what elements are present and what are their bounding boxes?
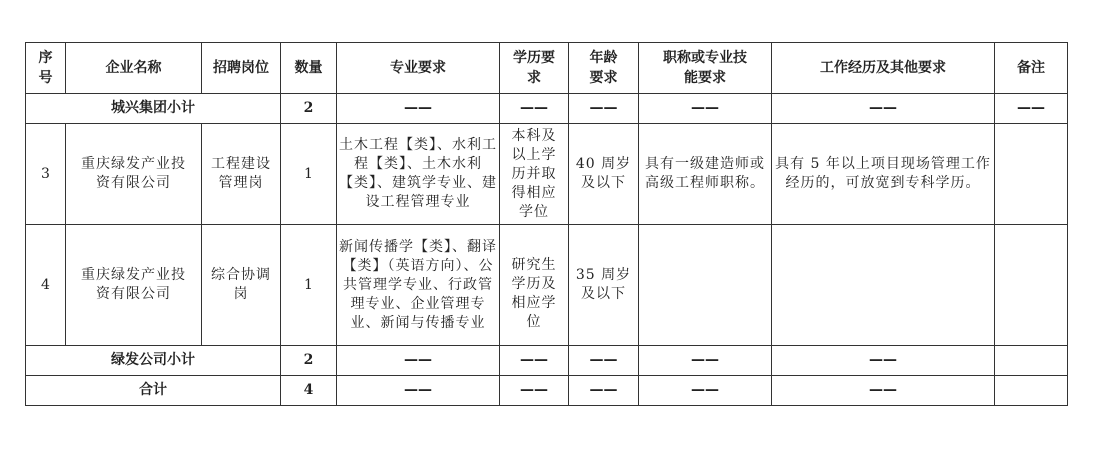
dash-cell: —— [569, 346, 639, 376]
row-experience: 具有 5 年以上项目现场管理工作经历的，可放宽到专科学历。 [772, 124, 995, 225]
subtotal-row-company [26, 346, 1068, 376]
dash-cell: —— [772, 376, 995, 406]
total-row [26, 376, 1068, 406]
row-position: 工程建设管理岗 [202, 124, 281, 225]
dash-cell: —— [995, 94, 1068, 124]
header-row [26, 43, 1068, 94]
row-count: 1 [281, 124, 337, 225]
header-remark: 备注 [995, 43, 1068, 94]
row-position: 综合协调岗 [202, 225, 281, 346]
dash-cell: —— [337, 376, 500, 406]
header-age: 年龄要求 [569, 43, 639, 94]
row-count: 1 [281, 225, 337, 346]
blank-cell [995, 346, 1068, 376]
header-major: 专业要求 [337, 43, 500, 94]
dash-cell: —— [337, 94, 500, 124]
header-company: 企业名称 [66, 43, 202, 94]
row-major: 土木工程【类】、水利工程【类】、土木水利【类】、建筑学专业、建设工程管理专业 [337, 124, 500, 225]
header-title: 职称或专业技能要求 [639, 43, 772, 94]
subtotal-group-count: 2 [281, 94, 337, 124]
blank-cell [995, 376, 1068, 406]
total-label: 合计 [26, 376, 281, 406]
dash-cell: —— [500, 94, 569, 124]
header-seq: 序号 [26, 43, 66, 94]
row-remark [995, 124, 1068, 225]
row-company: 重庆绿发产业投资有限公司 [66, 225, 202, 346]
dash-cell: —— [772, 346, 995, 376]
header-position: 招聘岗位 [202, 43, 281, 94]
row-education: 本科及以上学历并取得相应学位 [500, 124, 569, 225]
dash-cell: —— [500, 346, 569, 376]
header-education: 学历要求 [500, 43, 569, 94]
row-age: 35 周岁及以下 [569, 225, 639, 346]
dash-cell: —— [772, 94, 995, 124]
row-title: 具有一级建造师或高级工程师职称。 [639, 124, 772, 225]
dash-cell: —— [569, 376, 639, 406]
row-seq: 4 [26, 225, 66, 346]
row-education: 研究生学历及相应学位 [500, 225, 569, 346]
dash-cell: —— [337, 346, 500, 376]
subtotal-group-label: 城兴集团小计 [26, 94, 281, 124]
subtotal-row-group [26, 94, 1068, 124]
header-count: 数量 [281, 43, 337, 94]
row-experience [772, 225, 995, 346]
row-seq: 3 [26, 124, 66, 225]
row-title [639, 225, 772, 346]
dash-cell: —— [569, 94, 639, 124]
recruitment-table [25, 42, 1068, 406]
subtotal-company-label: 绿发公司小计 [26, 346, 281, 376]
dash-cell: —— [639, 346, 772, 376]
row-age: 40 周岁及以下 [569, 124, 639, 225]
total-count: 4 [281, 376, 337, 406]
row-remark [995, 225, 1068, 346]
table-row [26, 225, 1068, 346]
row-major: 新闻传播学【类】、翻译【类】（英语方向）、公共管理学专业、行政管理专业、企业管理专业、新闻与传播专业 [337, 225, 500, 346]
row-company: 重庆绿发产业投资有限公司 [66, 124, 202, 225]
dash-cell: —— [500, 376, 569, 406]
dash-cell: —— [639, 94, 772, 124]
subtotal-company-count: 2 [281, 346, 337, 376]
table-row [26, 124, 1068, 225]
dash-cell: —— [639, 376, 772, 406]
header-experience: 工作经历及其他要求 [772, 43, 995, 94]
